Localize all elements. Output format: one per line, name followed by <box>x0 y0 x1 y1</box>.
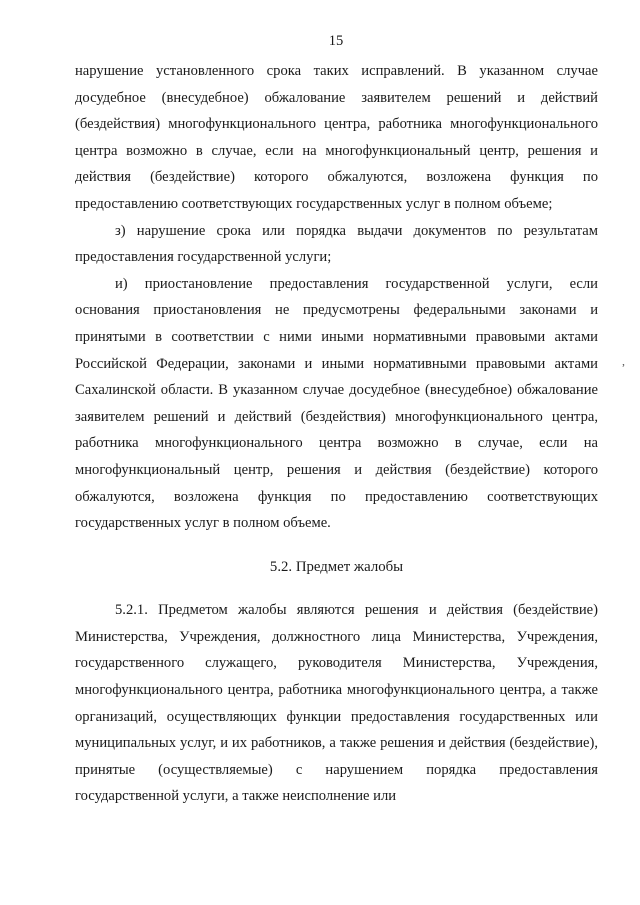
paragraph-5-2-1: 5.2.1. Предметом жалобы являются решения и действия (бездействие) Министерства, Учреждения, должностного лица Министерства, Учреждения, государственного служащего, руководителя Министерства, Учреждения, многофункционального центра, работника многофункционального центра, а также организаций, осуществляющих функции предоставления государственных или муниципальных услуг, и их работников, а также решения и действия (бездействие), принятые (осуществляемые) с нарушением порядка предоставления государственной услуги, а также неисполнение или <box>75 602 598 805</box>
paragraph-item-z: з) нарушение срока или порядка выдачи документов по результатам предоставления государственной услуги; <box>75 222 598 266</box>
margin-mark: , <box>622 354 625 368</box>
page-number: 15 <box>328 33 344 49</box>
document-body <box>75 58 598 810</box>
section-heading: 5.2. Предмет жалобы <box>269 558 404 575</box>
paragraph-item-i: и) приостановление предоставления государственной услуги, если основания приостановления не предусмотрены федеральными законами и принятыми в соответствии с ними иными нормативными правовыми актами Российской Федерации, законами и иными нормативными правовыми актами Сахалинской области. В указанном случае досудебное (внесудебное) обжалование заявителем решений и действий (бездействия) многофункционального центра, работника многофункционального центра возможно в случае, если на многофункциональный центр, решения и действия (бездействие) которого обжалуются, возложена функция по предоставлению соответствующих государственных услуг в полном объеме. <box>75 275 598 532</box>
paragraph-continuation: нарушение установленного срока таких исправлений. В указанном случае досудебное (внесудебное) обжалование заявителем решений и действий (бездействия) многофункционального центра, работника многофункционального центра возможно в случае, если на многофункциональный центр, решения и действия (бездействие) которого обжалуются, возложена функция по предоставлению соответствующих государственных услуг в полном объеме; <box>75 63 598 212</box>
